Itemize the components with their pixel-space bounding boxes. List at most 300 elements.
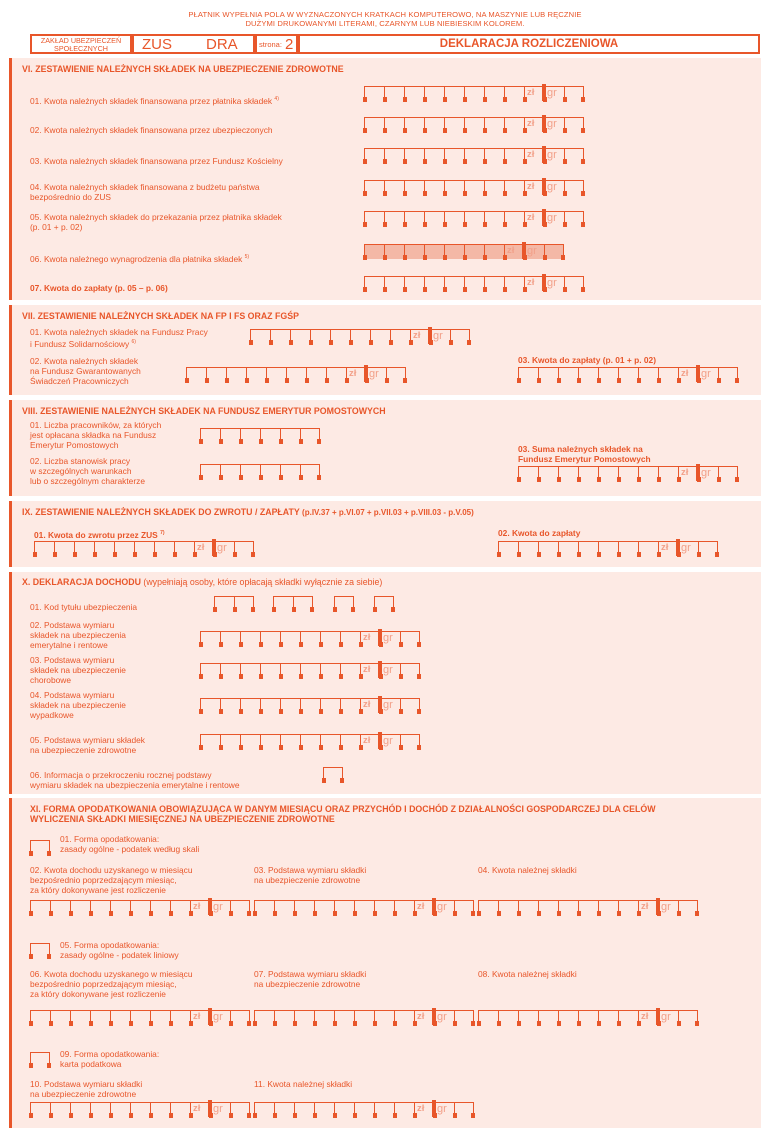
digit-box[interactable] bbox=[30, 1010, 50, 1025]
digit-box[interactable] bbox=[400, 734, 420, 749]
digit-box[interactable] bbox=[538, 367, 558, 382]
digit-box[interactable] bbox=[260, 734, 280, 749]
x-03-amount-field[interactable] bbox=[200, 663, 420, 678]
digit-box[interactable] bbox=[424, 244, 444, 259]
digit-box[interactable] bbox=[334, 1102, 354, 1117]
digit-box[interactable] bbox=[478, 1010, 498, 1025]
digit-box[interactable] bbox=[320, 663, 340, 678]
digit-box[interactable] bbox=[230, 1102, 250, 1117]
digit-box[interactable] bbox=[340, 663, 360, 678]
digit-box[interactable] bbox=[186, 367, 206, 382]
digit-box[interactable] bbox=[444, 117, 464, 132]
digit-box[interactable] bbox=[90, 900, 110, 915]
xi-11-amount-field[interactable] bbox=[254, 1102, 474, 1117]
digit-box[interactable] bbox=[390, 329, 410, 344]
digit-box[interactable] bbox=[544, 244, 564, 259]
digit-box[interactable] bbox=[454, 1102, 474, 1117]
digit-box[interactable] bbox=[578, 541, 598, 556]
digit-box[interactable] bbox=[538, 541, 558, 556]
viii-01-count-field[interactable] bbox=[200, 428, 320, 443]
digit-box[interactable] bbox=[154, 541, 174, 556]
digit-box[interactable] bbox=[323, 767, 343, 782]
digit-box[interactable] bbox=[314, 900, 334, 915]
digit-box[interactable] bbox=[110, 1010, 130, 1025]
digit-box[interactable] bbox=[240, 698, 260, 713]
digit-box[interactable] bbox=[130, 1010, 150, 1025]
digit-box[interactable] bbox=[484, 148, 504, 163]
digit-box[interactable] bbox=[294, 900, 314, 915]
vi-05-amount-field[interactable] bbox=[364, 211, 584, 226]
x-03-label: 03. Podstawa wymiaru składek na ubezpieczenie chorobowe bbox=[30, 655, 126, 685]
decimal-separator bbox=[378, 732, 382, 749]
digit-box[interactable] bbox=[444, 276, 464, 291]
digit-box[interactable] bbox=[598, 367, 618, 382]
digit-box[interactable] bbox=[54, 541, 74, 556]
digit-box[interactable] bbox=[394, 1102, 414, 1117]
digit-box[interactable] bbox=[314, 1010, 334, 1025]
xi-04-amount-field[interactable] bbox=[478, 900, 698, 915]
digit-box[interactable] bbox=[386, 367, 406, 382]
digit-box[interactable] bbox=[504, 86, 524, 101]
digit-box[interactable] bbox=[718, 367, 738, 382]
digit-box[interactable] bbox=[384, 148, 404, 163]
vii-02-label: 02. Kwota należnych składek na Fundusz Gwarantowanych Świadczeń Pracowniczych bbox=[30, 356, 141, 386]
digit-box[interactable] bbox=[618, 541, 638, 556]
digit-box[interactable] bbox=[74, 541, 94, 556]
digit-box[interactable] bbox=[254, 1010, 274, 1025]
digit-box[interactable] bbox=[484, 244, 504, 259]
digit-box[interactable] bbox=[504, 148, 524, 163]
digit-box[interactable] bbox=[424, 211, 444, 226]
digit-box[interactable] bbox=[300, 428, 320, 443]
viii-01-label: 01. Liczba pracowników, za których jest opłacana składka na Fundusz Emerytur Pomostowych bbox=[30, 420, 162, 450]
digit-box[interactable] bbox=[306, 367, 326, 382]
digit-box[interactable] bbox=[234, 596, 254, 611]
digit-box[interactable] bbox=[618, 900, 638, 915]
digit-box[interactable] bbox=[230, 900, 250, 915]
digit-box[interactable] bbox=[618, 466, 638, 481]
digit-box[interactable] bbox=[174, 541, 194, 556]
form-title-box bbox=[298, 34, 760, 54]
digit-box[interactable] bbox=[320, 631, 340, 646]
digit-box[interactable] bbox=[424, 148, 444, 163]
digit-box[interactable] bbox=[384, 86, 404, 101]
digit-box[interactable] bbox=[564, 86, 584, 101]
digit-box[interactable] bbox=[538, 1010, 558, 1025]
digit-box[interactable] bbox=[498, 1010, 518, 1025]
digit-box[interactable] bbox=[234, 541, 254, 556]
digit-box[interactable] bbox=[334, 1010, 354, 1025]
digit-box[interactable] bbox=[364, 276, 384, 291]
x-01-code-part3[interactable] bbox=[334, 596, 354, 611]
digit-box[interactable] bbox=[280, 698, 300, 713]
digit-box[interactable] bbox=[578, 466, 598, 481]
digit-box[interactable] bbox=[444, 211, 464, 226]
xi-01-checkbox[interactable] bbox=[30, 840, 50, 855]
form-title: DEKLARACJA ROZLICZENIOWA bbox=[439, 38, 619, 50]
digit-box[interactable] bbox=[638, 367, 658, 382]
digit-box[interactable] bbox=[110, 900, 130, 915]
digit-box[interactable] bbox=[310, 329, 330, 344]
digit-box[interactable] bbox=[384, 180, 404, 195]
digit-box[interactable] bbox=[70, 1102, 90, 1117]
digit-box[interactable] bbox=[290, 329, 310, 344]
ix-02-amount-field[interactable] bbox=[498, 541, 718, 556]
digit-box[interactable] bbox=[394, 1010, 414, 1025]
digit-box[interactable] bbox=[214, 596, 234, 611]
digit-box[interactable] bbox=[130, 1102, 150, 1117]
digit-box[interactable] bbox=[340, 631, 360, 646]
digit-box[interactable] bbox=[260, 428, 280, 443]
digit-box[interactable] bbox=[618, 1010, 638, 1025]
digit-box[interactable] bbox=[464, 244, 484, 259]
form-code-box bbox=[132, 34, 255, 54]
digit-box[interactable] bbox=[578, 1010, 598, 1025]
decimal-separator bbox=[432, 898, 436, 915]
digit-box[interactable] bbox=[424, 180, 444, 195]
digit-box[interactable] bbox=[404, 117, 424, 132]
digit-box[interactable] bbox=[200, 428, 220, 443]
digit-box[interactable] bbox=[300, 464, 320, 479]
digit-box[interactable] bbox=[678, 900, 698, 915]
digit-box[interactable] bbox=[50, 1010, 70, 1025]
x-02-amount-field[interactable] bbox=[200, 631, 420, 646]
digit-box[interactable] bbox=[454, 900, 474, 915]
digit-box[interactable] bbox=[260, 698, 280, 713]
x-01-code-part2[interactable] bbox=[273, 596, 313, 611]
digit-box[interactable] bbox=[698, 541, 718, 556]
digit-box[interactable] bbox=[150, 1102, 170, 1117]
digit-box[interactable] bbox=[280, 734, 300, 749]
digit-box[interactable] bbox=[518, 466, 538, 481]
digit-box[interactable] bbox=[464, 86, 484, 101]
digit-box[interactable] bbox=[374, 1010, 394, 1025]
digit-box[interactable] bbox=[206, 367, 226, 382]
decimal-separator bbox=[364, 365, 368, 382]
x-01-code-part1[interactable] bbox=[214, 596, 254, 611]
digit-box[interactable] bbox=[334, 900, 354, 915]
digit-box[interactable] bbox=[130, 900, 150, 915]
digit-box[interactable] bbox=[354, 1010, 374, 1025]
digit-box[interactable] bbox=[354, 900, 374, 915]
digit-box[interactable] bbox=[498, 541, 518, 556]
digit-box[interactable] bbox=[260, 631, 280, 646]
decimal-separator bbox=[696, 365, 700, 382]
digit-box[interactable] bbox=[598, 1010, 618, 1025]
digit-box[interactable] bbox=[364, 180, 384, 195]
digit-box[interactable] bbox=[230, 1010, 250, 1025]
digit-box[interactable] bbox=[400, 631, 420, 646]
xi-07-amount-field[interactable] bbox=[254, 1010, 474, 1025]
digit-box[interactable] bbox=[484, 180, 504, 195]
digit-box[interactable] bbox=[424, 86, 444, 101]
xi-06-amount-field[interactable] bbox=[30, 1010, 250, 1025]
digit-box[interactable] bbox=[294, 1010, 314, 1025]
digit-box[interactable] bbox=[200, 734, 220, 749]
digit-box[interactable] bbox=[326, 367, 346, 382]
digit-box[interactable] bbox=[200, 631, 220, 646]
digit-box[interactable] bbox=[364, 148, 384, 163]
x-06-checkbox[interactable] bbox=[323, 767, 343, 782]
decimal-separator bbox=[542, 84, 546, 101]
digit-box[interactable] bbox=[538, 900, 558, 915]
digit-box[interactable] bbox=[558, 1010, 578, 1025]
digit-box[interactable] bbox=[90, 1102, 110, 1117]
digit-box[interactable] bbox=[558, 541, 578, 556]
digit-box[interactable] bbox=[518, 1010, 538, 1025]
x-04-amount-field[interactable] bbox=[200, 698, 420, 713]
digit-box[interactable] bbox=[374, 1102, 394, 1117]
digit-box[interactable] bbox=[504, 180, 524, 195]
digit-box[interactable] bbox=[444, 244, 464, 259]
digit-box[interactable] bbox=[404, 148, 424, 163]
digit-box[interactable] bbox=[300, 734, 320, 749]
digit-box[interactable] bbox=[34, 541, 54, 556]
xi-08-amount-field[interactable] bbox=[478, 1010, 698, 1025]
viii-02-count-field[interactable] bbox=[200, 464, 320, 479]
digit-box[interactable] bbox=[384, 211, 404, 226]
digit-box[interactable] bbox=[274, 1010, 294, 1025]
digit-box[interactable] bbox=[150, 1010, 170, 1025]
digit-box[interactable] bbox=[280, 428, 300, 443]
digit-box[interactable] bbox=[266, 367, 286, 382]
digit-box[interactable] bbox=[404, 276, 424, 291]
currency-zl-label: zł bbox=[363, 735, 371, 746]
digit-box[interactable] bbox=[30, 943, 50, 958]
digit-box[interactable] bbox=[300, 663, 320, 678]
digit-box[interactable] bbox=[293, 596, 313, 611]
digit-box[interactable] bbox=[444, 148, 464, 163]
digit-box[interactable] bbox=[364, 211, 384, 226]
vi-04-amount-field[interactable] bbox=[364, 180, 584, 195]
digit-box[interactable] bbox=[504, 117, 524, 132]
digit-box[interactable] bbox=[254, 1102, 274, 1117]
digit-box[interactable] bbox=[50, 1102, 70, 1117]
digit-box[interactable] bbox=[350, 329, 370, 344]
x-02-label: 02. Podstawa wymiaru składek na ubezpieczenia emerytalne i rentowe bbox=[30, 620, 126, 650]
decimal-separator bbox=[696, 464, 700, 481]
digit-box[interactable] bbox=[240, 631, 260, 646]
digit-box[interactable] bbox=[70, 900, 90, 915]
digit-box[interactable] bbox=[484, 211, 504, 226]
digit-box[interactable] bbox=[464, 117, 484, 132]
digit-box[interactable] bbox=[558, 900, 578, 915]
digit-box[interactable] bbox=[170, 1010, 190, 1025]
currency-zl-label: zł bbox=[197, 542, 205, 553]
digit-box[interactable] bbox=[200, 464, 220, 479]
digit-box[interactable] bbox=[658, 367, 678, 382]
digit-box[interactable] bbox=[114, 541, 134, 556]
digit-box[interactable] bbox=[504, 276, 524, 291]
digit-box[interactable] bbox=[718, 466, 738, 481]
digit-box[interactable] bbox=[384, 276, 404, 291]
digit-box[interactable] bbox=[240, 663, 260, 678]
vii-03-amount-field[interactable] bbox=[518, 367, 738, 382]
digit-box[interactable] bbox=[280, 631, 300, 646]
xi-05-checkbox[interactable] bbox=[30, 943, 50, 958]
digit-box[interactable] bbox=[280, 663, 300, 678]
digit-box[interactable] bbox=[254, 900, 274, 915]
digit-box[interactable] bbox=[478, 900, 498, 915]
digit-box[interactable] bbox=[30, 900, 50, 915]
x-05-amount-field[interactable] bbox=[200, 734, 420, 749]
digit-box[interactable] bbox=[226, 367, 246, 382]
digit-box[interactable] bbox=[638, 466, 658, 481]
digit-box[interactable] bbox=[518, 900, 538, 915]
digit-box[interactable] bbox=[30, 840, 50, 855]
digit-box[interactable] bbox=[658, 466, 678, 481]
vi-03-amount-field[interactable] bbox=[364, 148, 584, 163]
digit-box[interactable] bbox=[270, 329, 290, 344]
digit-box[interactable] bbox=[30, 1102, 50, 1117]
digit-box[interactable] bbox=[150, 900, 170, 915]
vi-07-amount-field[interactable] bbox=[364, 276, 584, 291]
digit-box[interactable] bbox=[374, 596, 394, 611]
digit-box[interactable] bbox=[220, 734, 240, 749]
ix-01-amount-field[interactable] bbox=[34, 541, 254, 556]
digit-box[interactable] bbox=[404, 211, 424, 226]
vi-06-amount-field[interactable] bbox=[364, 244, 564, 259]
digit-box[interactable] bbox=[294, 1102, 314, 1117]
digit-box[interactable] bbox=[300, 631, 320, 646]
digit-box[interactable] bbox=[220, 663, 240, 678]
digit-box[interactable] bbox=[484, 86, 504, 101]
digit-box[interactable] bbox=[564, 180, 584, 195]
digit-box[interactable] bbox=[370, 329, 390, 344]
digit-box[interactable] bbox=[134, 541, 154, 556]
digit-box[interactable] bbox=[220, 464, 240, 479]
digit-box[interactable] bbox=[240, 428, 260, 443]
vii-01-amount-field[interactable] bbox=[250, 329, 470, 344]
digit-box[interactable] bbox=[240, 464, 260, 479]
digit-box[interactable] bbox=[564, 211, 584, 226]
digit-box[interactable] bbox=[564, 276, 584, 291]
digit-box[interactable] bbox=[246, 367, 266, 382]
digit-box[interactable] bbox=[400, 663, 420, 678]
digit-box[interactable] bbox=[638, 541, 658, 556]
digit-box[interactable] bbox=[464, 148, 484, 163]
xi-09-checkbox[interactable] bbox=[30, 1052, 50, 1067]
digit-box[interactable] bbox=[404, 86, 424, 101]
digit-box[interactable] bbox=[578, 900, 598, 915]
digit-box[interactable] bbox=[400, 698, 420, 713]
digit-box[interactable] bbox=[444, 180, 464, 195]
digit-box[interactable] bbox=[424, 276, 444, 291]
digit-box[interactable] bbox=[320, 734, 340, 749]
digit-box[interactable] bbox=[300, 698, 320, 713]
digit-box[interactable] bbox=[220, 631, 240, 646]
digit-box[interactable] bbox=[50, 900, 70, 915]
digit-box[interactable] bbox=[484, 117, 504, 132]
digit-box[interactable] bbox=[340, 698, 360, 713]
digit-box[interactable] bbox=[558, 367, 578, 382]
digit-box[interactable] bbox=[70, 1010, 90, 1025]
digit-box[interactable] bbox=[598, 466, 618, 481]
digit-box[interactable] bbox=[260, 464, 280, 479]
digit-box[interactable] bbox=[450, 329, 470, 344]
currency-gr-label: gr bbox=[213, 1011, 223, 1023]
digit-box[interactable] bbox=[364, 244, 384, 259]
digit-box[interactable] bbox=[90, 1010, 110, 1025]
digit-box[interactable] bbox=[170, 900, 190, 915]
digit-box[interactable] bbox=[354, 1102, 374, 1117]
digit-box[interactable] bbox=[260, 663, 280, 678]
digit-box[interactable] bbox=[334, 596, 354, 611]
digit-box[interactable] bbox=[110, 1102, 130, 1117]
digit-box[interactable] bbox=[564, 148, 584, 163]
digit-box[interactable] bbox=[220, 698, 240, 713]
digit-box[interactable] bbox=[598, 541, 618, 556]
digit-box[interactable] bbox=[250, 329, 270, 344]
digit-box[interactable] bbox=[484, 276, 504, 291]
digit-box[interactable] bbox=[320, 698, 340, 713]
digit-box[interactable] bbox=[444, 86, 464, 101]
digit-box[interactable] bbox=[273, 596, 293, 611]
vi-02-amount-field[interactable] bbox=[364, 117, 584, 132]
digit-box[interactable] bbox=[220, 428, 240, 443]
digit-box[interactable] bbox=[464, 180, 484, 195]
vii-02-amount-field[interactable] bbox=[186, 367, 406, 382]
digit-box[interactable] bbox=[564, 117, 584, 132]
digit-box[interactable] bbox=[200, 663, 220, 678]
digit-box[interactable] bbox=[424, 117, 444, 132]
digit-box[interactable] bbox=[404, 180, 424, 195]
xi-10-amount-field[interactable] bbox=[30, 1102, 250, 1117]
digit-box[interactable] bbox=[618, 367, 638, 382]
digit-box[interactable] bbox=[384, 244, 404, 259]
digit-box[interactable] bbox=[464, 211, 484, 226]
xi-02-amount-field[interactable] bbox=[30, 900, 250, 915]
section-ix-title: IX. ZESTAWIENIE NALEŻNYCH SKŁADEK DO ZWROTU / ZAPŁATY (p.IV.37 + p.VI.07 + p.VII.03 + p.VIII.03 - p.V.05) bbox=[22, 507, 474, 517]
digit-box[interactable] bbox=[364, 117, 384, 132]
digit-box[interactable] bbox=[170, 1102, 190, 1117]
digit-box[interactable] bbox=[280, 464, 300, 479]
digit-box[interactable] bbox=[454, 1010, 474, 1025]
xi-02-label: 02. Kwota dochodu uzyskanego w miesiącu bezpośrednio poprzedzającym miesiąc, za który dokonywane jest rozliczenie bbox=[30, 865, 193, 895]
digit-box[interactable] bbox=[94, 541, 114, 556]
digit-box[interactable] bbox=[558, 466, 578, 481]
digit-box[interactable] bbox=[498, 900, 518, 915]
digit-box[interactable] bbox=[598, 900, 618, 915]
digit-box[interactable] bbox=[314, 1102, 334, 1117]
digit-box[interactable] bbox=[240, 734, 260, 749]
digit-box[interactable] bbox=[374, 900, 394, 915]
digit-box[interactable] bbox=[30, 1052, 50, 1067]
digit-box[interactable] bbox=[578, 367, 598, 382]
digit-box[interactable] bbox=[464, 276, 484, 291]
digit-box[interactable] bbox=[404, 244, 424, 259]
digit-box[interactable] bbox=[200, 698, 220, 713]
digit-box[interactable] bbox=[678, 1010, 698, 1025]
digit-box[interactable] bbox=[330, 329, 350, 344]
xi-03-amount-field[interactable] bbox=[254, 900, 474, 915]
digit-box[interactable] bbox=[340, 734, 360, 749]
digit-box[interactable] bbox=[538, 466, 558, 481]
digit-box[interactable] bbox=[384, 117, 404, 132]
x-01-code-part4[interactable] bbox=[374, 596, 394, 611]
digit-box[interactable] bbox=[518, 367, 538, 382]
digit-box[interactable] bbox=[364, 86, 384, 101]
digit-box[interactable] bbox=[504, 211, 524, 226]
digit-box[interactable] bbox=[518, 541, 538, 556]
decimal-separator bbox=[542, 178, 546, 195]
digit-box[interactable] bbox=[394, 900, 414, 915]
vi-01-amount-field[interactable] bbox=[364, 86, 584, 101]
digit-box[interactable] bbox=[286, 367, 306, 382]
viii-03-amount-field[interactable] bbox=[518, 466, 738, 481]
digit-box[interactable] bbox=[274, 900, 294, 915]
digit-box[interactable] bbox=[274, 1102, 294, 1117]
